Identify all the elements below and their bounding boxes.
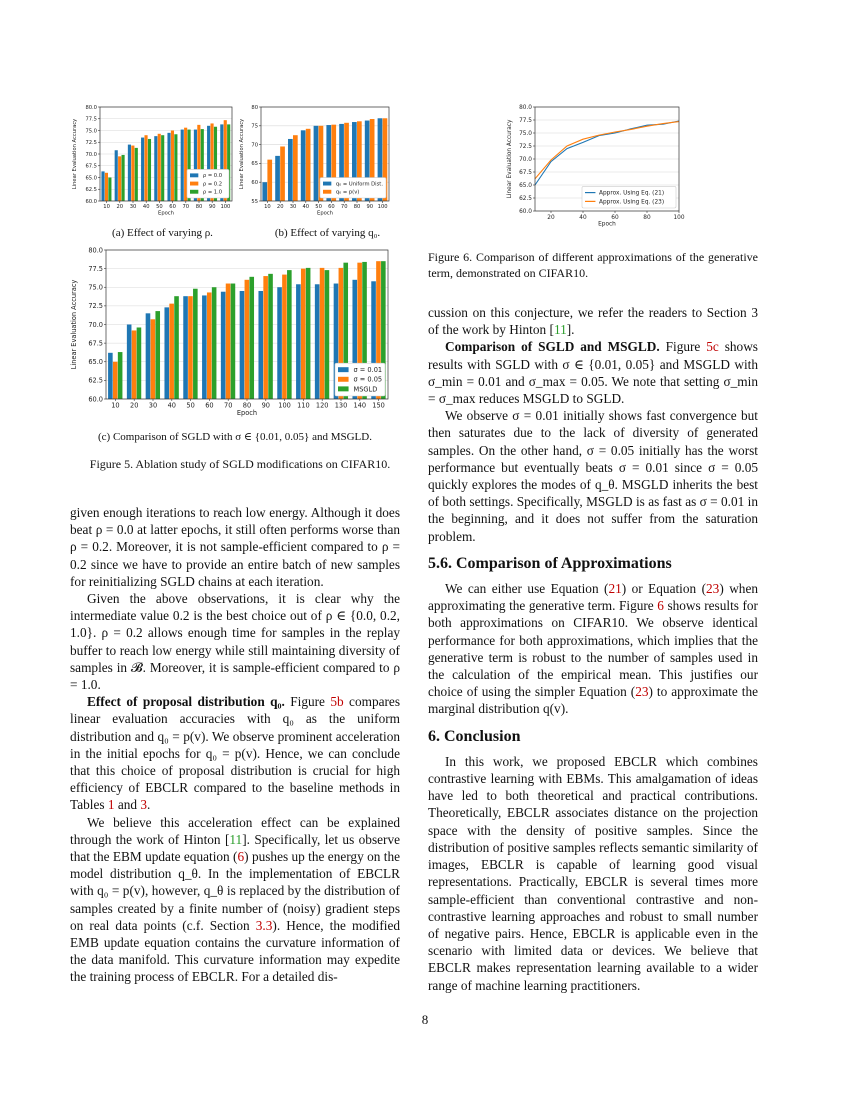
bar — [135, 148, 138, 201]
bar — [287, 270, 292, 399]
x-tick-label: 100 — [220, 204, 231, 211]
y-tick-label: 67.5 — [88, 339, 103, 348]
bar — [181, 130, 184, 201]
bar — [301, 130, 306, 201]
x-tick-label: 70 — [340, 204, 348, 211]
x-tick-label: 10 — [264, 204, 271, 211]
bar — [275, 156, 280, 201]
legend-swatch — [190, 173, 198, 177]
x-tick-label: 60 — [328, 204, 335, 211]
figure-5b — [237, 100, 397, 225]
y-tick-label: 72.5 — [85, 140, 97, 147]
bar — [202, 295, 207, 399]
bar — [207, 292, 212, 399]
y-tick-label: 75.0 — [88, 283, 103, 292]
bar — [212, 287, 217, 399]
x-tick-label: 120 — [315, 401, 329, 410]
x-tick-label: 10 — [111, 401, 120, 410]
figure-5c — [70, 243, 400, 423]
y-tick-label: 70.0 — [88, 320, 103, 329]
x-tick-label: 70 — [224, 401, 233, 410]
figure-5a-chart — [70, 100, 240, 225]
legend-label: MSGLD — [353, 385, 378, 394]
bar — [158, 134, 161, 201]
bar — [249, 277, 254, 399]
y-tick-label: 65.0 — [85, 175, 97, 182]
figure-6-caption: Figure 6. Comparison of different approximations of the generative term, demonstrated on CIFAR10. — [428, 250, 758, 280]
bar — [144, 135, 147, 201]
figure-5c-caption: (c) Comparison of SGLD with σ ∈ {0.01, 0.05} and MSGLD. — [98, 431, 372, 443]
bar — [122, 155, 125, 201]
y-tick-label: 67.5 — [85, 163, 97, 170]
bar — [262, 182, 267, 201]
left-paragraph-3: Effect of proposal distribution q₀. Figure 5b compares linear evaluation accuracies with q₀ as the uniform distribution and q₀ = p(v). We observe prominent acceleration in the initial epochs for q₀ = p(v). Hence, we can conclude that this choice of proposal distribution is crucial for high efficiency of EBCLR compared to the baseline methods in Tables 1 and 3. — [70, 694, 400, 813]
legend-label: Approx. Using Eq. (23) — [599, 199, 665, 206]
bar — [314, 126, 319, 201]
legend-swatch — [338, 377, 349, 382]
bar — [174, 134, 177, 201]
right-paragraph-4: We can either use Equation (21) or Equation (23) when approximating the generative term. Figure 6 shows results for both approximations on CIFAR10. We observe identical performance for both approximations, which implies that the generative term is robust to the number of samples used in the calculation of the empirical mean. This justifies our choice of using the simpler Equation (23) to approximate the marginal distribution q(v). — [428, 581, 758, 717]
bar — [169, 304, 174, 399]
x-tick-label: 10 — [103, 204, 110, 211]
y-tick-label: 70.0 — [85, 151, 97, 158]
ref-fig-6[interactable]: 6 — [657, 598, 664, 614]
bar — [301, 269, 306, 399]
x-tick-label: 40 — [167, 401, 176, 410]
x-tick-label: 100 — [278, 401, 291, 410]
x-tick-label: 50 — [156, 204, 163, 211]
y-axis-label: Linear Evaluation Accuracy — [70, 279, 78, 370]
bar — [268, 274, 273, 399]
legend-label: ρ = 1.0 — [202, 189, 223, 196]
x-axis-label: Epoch — [317, 210, 333, 217]
bar — [296, 284, 301, 399]
bar — [164, 307, 169, 399]
right-column — [428, 304, 758, 994]
legend-swatch — [323, 182, 331, 186]
y-tick-label: 60.0 — [88, 395, 103, 404]
bar — [263, 276, 268, 399]
y-tick-label: 62.5 — [88, 376, 103, 385]
x-tick-label: 80 — [242, 401, 252, 410]
cite-11[interactable]: 11 — [229, 831, 243, 847]
bar — [183, 296, 188, 399]
right-paragraph-3: We observe σ = 0.01 initially shows fast convergence but then saturates due to the lack of diversity of generated samples. On the other hand, σ = 0.05 initially has the worst performance but eventually beats σ = 0.01 since σ = 0.05 quickly explores the modes of q_θ. MSGLD inherits the best of both settings. Specifically, MSGLD is as fast as σ = 0.01 in the beginning, and it does not suffer from the saturation problem. — [428, 408, 758, 544]
y-tick-label: 75.0 — [519, 131, 532, 138]
legend-label: σ = 0.01 — [353, 366, 383, 375]
bar — [226, 284, 231, 399]
x-tick-label: 140 — [353, 401, 367, 410]
y-tick-label: 75 — [251, 123, 258, 130]
legend-label: q₀ = Uniform Dist. — [335, 181, 383, 188]
x-axis-label: Epoch — [598, 221, 616, 228]
y-axis-label: Linear Evaluation Accuracy — [72, 118, 78, 190]
bar — [154, 136, 157, 201]
bar — [267, 160, 272, 201]
x-tick-label: 30 — [289, 204, 297, 211]
x-tick-label: 20 — [116, 204, 124, 211]
bar — [240, 291, 245, 399]
figure-6 — [505, 100, 695, 232]
bar — [105, 173, 108, 201]
ref-table-1[interactable]: 1 — [107, 797, 115, 813]
bar — [131, 146, 134, 201]
x-tick-label: 50 — [186, 401, 195, 410]
bar — [108, 353, 113, 399]
bar — [118, 156, 121, 201]
figure-5-caption: Figure 5. Ablation study of SGLD modifications on CIFAR10. — [89, 457, 391, 471]
legend-swatch — [338, 367, 349, 372]
figure-5c-chart — [70, 243, 400, 423]
y-tick-label: 80 — [251, 104, 258, 111]
x-tick-label: 90 — [208, 204, 216, 211]
right-paragraph-2: Comparison of SGLD and MSGLD. Figure 5c shows results with SGLD with σ ∈ {0.01, 0.05} and MSGLD with σ_min = 0.01 and σ_max = 0.05. We note that setting σ_min = σ_max reduces MSGLD to SGLD. — [428, 339, 758, 407]
y-tick-label: 67.5 — [519, 170, 532, 177]
figure-5a-caption: (a) Effect of varying ρ. — [112, 227, 213, 239]
x-tick-label: 30 — [129, 204, 137, 211]
cite-11b[interactable]: 11 — [553, 322, 567, 338]
bar — [315, 284, 320, 399]
figure-5b-caption: (b) Effect of varying q₀. — [274, 227, 381, 239]
bar — [282, 275, 287, 399]
x-tick-label: 90 — [366, 204, 374, 211]
bar — [221, 292, 226, 399]
x-tick-label: 80 — [195, 204, 203, 211]
bar — [231, 284, 236, 399]
right-paragraph-1: cussion on this conjecture, we refer the readers to Section 3 of the work by Hinton [11]. — [428, 305, 758, 338]
y-tick-label: 77.5 — [519, 118, 532, 125]
x-tick-label: 30 — [148, 401, 158, 410]
series-line — [535, 122, 679, 179]
x-tick-label: 60 — [611, 214, 619, 221]
bar — [118, 352, 123, 399]
y-tick-label: 70.0 — [519, 157, 532, 164]
figure-6-chart — [505, 100, 695, 232]
y-tick-label: 80.0 — [519, 105, 532, 112]
bar — [167, 133, 170, 201]
x-axis-label: Epoch — [158, 210, 174, 217]
x-tick-label: 70 — [182, 204, 190, 211]
y-tick-label: 65.0 — [519, 183, 532, 190]
ref-eq-21[interactable]: 21 — [608, 581, 622, 597]
bar — [137, 327, 142, 399]
x-tick-label: 150 — [372, 401, 385, 410]
figure-5a — [70, 100, 240, 225]
series-line — [535, 121, 679, 185]
x-tick-label: 80 — [353, 204, 361, 211]
legend-swatch — [323, 190, 331, 194]
bar — [288, 139, 293, 201]
page-number: 8 — [421, 1012, 429, 1027]
x-tick-label: 100 — [673, 214, 685, 221]
bar — [151, 319, 156, 399]
x-tick-label: 40 — [302, 204, 310, 211]
bar — [146, 313, 151, 399]
bar — [115, 150, 118, 201]
section-heading-5-6: 5.6. Comparison of Approximations — [428, 554, 672, 572]
y-tick-label: 55 — [251, 198, 258, 205]
y-axis-label: Linear Evaluation Accuracy — [239, 118, 245, 190]
bar — [280, 146, 285, 201]
y-tick-label: 80.0 — [88, 246, 103, 255]
bar — [306, 129, 311, 201]
bar — [188, 296, 193, 399]
bar — [108, 178, 111, 202]
ref-eq-23[interactable]: 23 — [706, 581, 720, 597]
figure-5b-chart — [237, 100, 397, 225]
ref-fig-5c[interactable]: 5c — [706, 339, 719, 355]
y-tick-label: 80.0 — [85, 104, 97, 111]
y-tick-label: 77.5 — [85, 116, 97, 123]
bar — [320, 268, 325, 399]
left-column — [70, 504, 400, 986]
y-axis-label: Linear Evaluation Accuracy — [507, 119, 513, 199]
y-tick-label: 60.0 — [85, 198, 97, 205]
y-tick-label: 62.5 — [85, 187, 97, 194]
bar — [101, 171, 104, 201]
ref-section-3-3[interactable]: 3.3 — [255, 917, 273, 933]
paragraph-heading-proposal: Effect of proposal distribution q₀. — [87, 694, 285, 710]
bar — [277, 287, 282, 399]
legend-label: Approx. Using Eq. (21) — [599, 190, 665, 197]
bar — [161, 135, 164, 201]
right-paragraph-5: In this work, we proposed EBCLR which combines contrastive learning with EBMs. This amalgamation of ideas have led to both theoretical and practical contributions. Theoretically, EBCLR associates distance on the projection space with the density of positive samples. Since the distribution of positive samples reflects semantic similarity of images, EBCLR is capable of learning good visual representations. Practically, EBCLR is several times more sample-efficient than conventional contrastive and non-contrastive learning approaches and robust to small number of negative pairs. Hence, EBCLR is applicable even in the scenario with limited data or devices. We believe that EBCLR makes representation learning available to a wider range of machine learning practitioners. — [428, 753, 758, 993]
y-tick-label: 75.0 — [85, 128, 97, 135]
x-tick-label: 130 — [334, 401, 348, 410]
y-tick-label: 65 — [251, 161, 258, 168]
y-tick-label: 65.0 — [88, 358, 103, 367]
x-tick-label: 20 — [276, 204, 284, 211]
bar — [132, 330, 137, 399]
x-tick-label: 100 — [377, 204, 388, 211]
left-paragraph-4: We believe this acceleration effect can be explained through the work of Hinton [11]. Specifically, let us observe that the EBM update equation (6) pushes up the energy on the model distribution q_θ. In the implementation of EBCLR with q₀ = p(v), however, q_θ is replaced by the distribution of samples created by a finite number of (noisy) gradient steps on real data points (c.f. Section 3.3). Hence, the modified EMB update equation contains the curvature information of the data manifold. This curvature information may expedite the training process of EBCLR. For a detailed dis- — [70, 814, 401, 985]
bar — [171, 131, 174, 202]
legend-label: q₀ = p(v) — [335, 189, 360, 196]
bar — [128, 145, 131, 201]
legend-swatch — [190, 182, 198, 186]
paragraph-heading-sgld: Comparison of SGLD and MSGLD. — [445, 339, 660, 355]
bar — [193, 289, 198, 399]
x-tick-label: 60 — [169, 204, 176, 211]
x-tick-label: 40 — [579, 214, 587, 221]
x-tick-label: 90 — [261, 401, 270, 410]
x-tick-label: 60 — [205, 401, 214, 410]
legend-swatch — [338, 386, 349, 391]
y-tick-label: 70 — [251, 142, 258, 149]
y-tick-label: 77.5 — [88, 264, 103, 273]
ref-fig-5b[interactable]: 5b — [330, 694, 344, 710]
bar — [174, 296, 179, 399]
x-tick-label: 80 — [643, 214, 651, 221]
x-tick-label: 110 — [297, 401, 310, 410]
x-tick-label: 20 — [130, 401, 139, 410]
bar — [113, 362, 118, 399]
bar — [127, 325, 132, 400]
bar — [148, 139, 151, 201]
bar — [258, 291, 263, 399]
ref-eq-6[interactable]: 6 — [237, 849, 245, 865]
legend-label: ρ = 0.0 — [202, 173, 223, 180]
left-paragraph-1: given enough iterations to reach low energy. Although it does beat ρ = 0.0 at latter epochs, it still often performs worse than ρ = 0.2. Moreover, it is not sample-efficient compared to ρ = 0.2 since we have to provide an entire batch of new samples for reinitializing SGLD chains at each iteration. — [70, 505, 400, 589]
bar — [245, 280, 250, 399]
y-tick-label: 62.5 — [519, 196, 532, 203]
ref-eq-23b[interactable]: 23 — [635, 684, 649, 700]
y-tick-label: 72.5 — [88, 302, 103, 311]
x-tick-label: 20 — [547, 214, 555, 221]
y-tick-label: 60.0 — [519, 209, 532, 216]
bar — [306, 268, 311, 399]
y-tick-label: 72.5 — [519, 144, 532, 151]
y-tick-label: 60 — [251, 180, 258, 187]
legend-swatch — [190, 190, 198, 194]
section-heading-6: 6. Conclusion — [428, 727, 521, 745]
bar — [325, 270, 330, 399]
legend-label: ρ = 0.2 — [202, 181, 223, 188]
bar — [141, 138, 144, 201]
x-tick-label: 40 — [142, 204, 150, 211]
x-axis-label: Epoch — [236, 409, 258, 418]
legend-label: σ = 0.05 — [353, 375, 383, 384]
ref-table-3[interactable]: 3 — [140, 797, 148, 813]
x-tick-label: 50 — [315, 204, 322, 211]
left-paragraph-2: Given the above observations, it is clear why the intermediate value 0.2 is the best choice out of ρ ∈ {0.0, 0.2, 1.0}. ρ = 0.2 allows enough time for samples in the replay buffer to reach low energy while still maintaining diversity of samples in 𝓑. Moreover, it is sample-efficient compared to ρ = 1.0. — [70, 591, 400, 693]
bar — [293, 135, 298, 201]
bar — [155, 311, 160, 399]
